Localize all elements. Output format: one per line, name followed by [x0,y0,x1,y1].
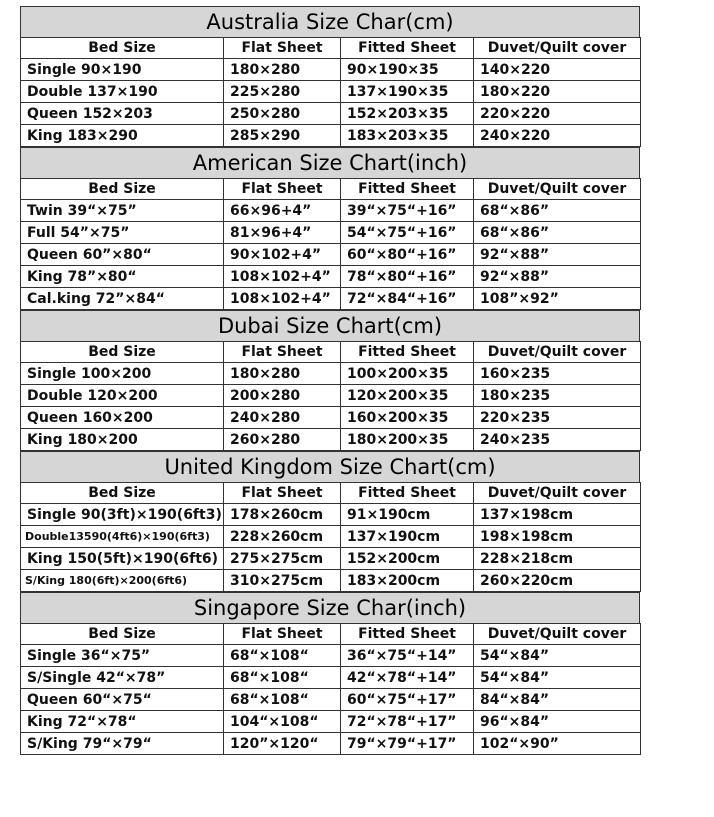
fitted-sheet-cell: 90×190×35 [341,59,474,81]
bed-size-cell: King 78”×80“ [21,266,224,288]
fitted-sheet-cell: 100×200×35 [341,363,474,385]
flat-sheet-cell: 68“×108“ [224,667,341,689]
fitted-sheet-cell: 60“×75“+17” [341,689,474,711]
duvet-cover-cell: 92“×88” [474,244,641,266]
header-flat-sheet: Flat Sheet [224,483,341,504]
table-row [21,288,641,310]
duvet-cover-cell: 137×198cm [474,504,641,526]
duvet-cover-cell: 160×235 [474,363,641,385]
table-row [21,244,641,266]
fitted-sheet-cell: 137×190×35 [341,81,474,103]
table-row [21,200,641,222]
header-duvet-cover: Duvet/Quilt cover [474,342,641,363]
header-fitted-sheet: Fitted Sheet [341,38,474,59]
duvet-cover-cell: 108”×92” [474,288,641,310]
duvet-cover-cell: 220×235 [474,407,641,429]
duvet-cover-cell: 84“×84” [474,689,641,711]
flat-sheet-cell: 180×280 [224,363,341,385]
section-title-dubai: Dubai Size Chart(cm) [20,310,640,341]
fitted-sheet-cell: 54“×75“+16” [341,222,474,244]
header-row [21,179,641,200]
flat-sheet-cell: 68“×108“ [224,645,341,667]
size-table-singapore [20,623,641,755]
bed-size-cell: Double 120×200 [21,385,224,407]
bed-size-cell: Single 36“×75” [21,645,224,667]
bed-size-cell: S/King 180(6ft)×200(6ft6) [21,570,224,592]
bed-size-cell: Queen 60“×75“ [21,689,224,711]
duvet-cover-cell: 140×220 [474,59,641,81]
fitted-sheet-cell: 72“×78“+17” [341,711,474,733]
flat-sheet-cell: 200×280 [224,385,341,407]
bed-size-cell: Queen 160×200 [21,407,224,429]
duvet-cover-cell: 240×235 [474,429,641,451]
bed-size-cell: King 183×290 [21,125,224,147]
bed-size-cell: Single 90(3ft)×190(6ft3) [21,504,224,526]
header-row [21,342,641,363]
flat-sheet-cell: 180×280 [224,59,341,81]
fitted-sheet-cell: 36“×75“+14” [341,645,474,667]
size-table-american [20,178,641,310]
header-flat-sheet: Flat Sheet [224,342,341,363]
bed-size-cell: King 150(5ft)×190(6ft6) [21,548,224,570]
bed-size-cell: Queen 152×203 [21,103,224,125]
fitted-sheet-cell: 72“×84“+16” [341,288,474,310]
table-row [21,733,641,755]
header-fitted-sheet: Fitted Sheet [341,179,474,200]
duvet-cover-cell: 198×198cm [474,526,641,548]
fitted-sheet-cell: 78“×80“+16” [341,266,474,288]
bed-size-cell: Double 137×190 [21,81,224,103]
header-duvet-cover: Duvet/Quilt cover [474,483,641,504]
duvet-cover-cell: 68“×86” [474,200,641,222]
table-row [21,429,641,451]
header-flat-sheet: Flat Sheet [224,624,341,645]
fitted-sheet-cell: 60“×80“+16” [341,244,474,266]
table-row [21,363,641,385]
bed-size-cell: Single 90×190 [21,59,224,81]
table-row [21,407,641,429]
header-flat-sheet: Flat Sheet [224,38,341,59]
size-table-united-kingdom [20,482,641,592]
table-row [21,59,641,81]
section-title-united-kingdom: United Kingdom Size Chart(cm) [20,451,640,482]
flat-sheet-cell: 240×280 [224,407,341,429]
header-duvet-cover: Duvet/Quilt cover [474,38,641,59]
bed-size-cell: S/Single 42“×78” [21,667,224,689]
duvet-cover-cell: 68“×86” [474,222,641,244]
fitted-sheet-cell: 183×200cm [341,570,474,592]
duvet-cover-cell: 240×220 [474,125,641,147]
size-table-australia [20,37,641,147]
table-row [21,222,641,244]
flat-sheet-cell: 310×275cm [224,570,341,592]
duvet-cover-cell: 54“×84” [474,645,641,667]
fitted-sheet-cell: 79“×79“+17” [341,733,474,755]
fitted-sheet-cell: 183×203×35 [341,125,474,147]
flat-sheet-cell: 81×96+4” [224,222,341,244]
flat-sheet-cell: 275×275cm [224,548,341,570]
flat-sheet-cell: 66×96+4” [224,200,341,222]
fitted-sheet-cell: 160×200×35 [341,407,474,429]
header-fitted-sheet: Fitted Sheet [341,624,474,645]
bed-size-cell: Full 54”×75” [21,222,224,244]
table-row [21,504,641,526]
flat-sheet-cell: 108×102+4” [224,266,341,288]
header-bed-size: Bed Size [21,624,224,645]
bed-size-cell: King 72“×78“ [21,711,224,733]
fitted-sheet-cell: 180×200×35 [341,429,474,451]
header-bed-size: Bed Size [21,38,224,59]
table-row [21,385,641,407]
duvet-cover-cell: 180×235 [474,385,641,407]
fitted-sheet-cell: 152×200cm [341,548,474,570]
header-duvet-cover: Duvet/Quilt cover [474,179,641,200]
flat-sheet-cell: 250×280 [224,103,341,125]
duvet-cover-cell: 228×218cm [474,548,641,570]
table-row [21,548,641,570]
section-title-singapore: Singapore Size Char(inch) [20,592,640,623]
flat-sheet-cell: 108×102+4” [224,288,341,310]
section-title-american: American Size Chart(inch) [20,147,640,178]
header-bed-size: Bed Size [21,483,224,504]
header-bed-size: Bed Size [21,342,224,363]
bed-size-cell: Single 100×200 [21,363,224,385]
fitted-sheet-cell: 137×190cm [341,526,474,548]
header-bed-size: Bed Size [21,179,224,200]
fitted-sheet-cell: 39“×75“+16” [341,200,474,222]
table-row [21,667,641,689]
size-table-dubai [20,341,641,451]
fitted-sheet-cell: 152×203×35 [341,103,474,125]
bed-size-cell: Cal.king 72”×84“ [21,288,224,310]
duvet-cover-cell: 92“×88” [474,266,641,288]
duvet-cover-cell: 54“×84” [474,667,641,689]
table-row [21,266,641,288]
fitted-sheet-cell: 91×190cm [341,504,474,526]
flat-sheet-cell: 90×102+4” [224,244,341,266]
size-chart [20,6,640,755]
duvet-cover-cell: 180×220 [474,81,641,103]
table-row [21,689,641,711]
bed-size-cell: King 180×200 [21,429,224,451]
header-fitted-sheet: Fitted Sheet [341,342,474,363]
table-row [21,570,641,592]
header-row [21,624,641,645]
duvet-cover-cell: 96“×84” [474,711,641,733]
fitted-sheet-cell: 120×200×35 [341,385,474,407]
table-row [21,81,641,103]
flat-sheet-cell: 104“×108“ [224,711,341,733]
header-flat-sheet: Flat Sheet [224,179,341,200]
table-row [21,645,641,667]
header-duvet-cover: Duvet/Quilt cover [474,624,641,645]
header-row [21,483,641,504]
header-fitted-sheet: Fitted Sheet [341,483,474,504]
table-row [21,125,641,147]
flat-sheet-cell: 120”×120“ [224,733,341,755]
section-title-australia: Australia Size Char(cm) [20,6,640,37]
header-row [21,38,641,59]
bed-size-cell: Queen 60”×80“ [21,244,224,266]
bed-size-cell: Double13590(4ft6)×190(6ft3) [21,526,224,548]
table-row [21,711,641,733]
table-row [21,103,641,125]
flat-sheet-cell: 285×290 [224,125,341,147]
flat-sheet-cell: 178×260cm [224,504,341,526]
flat-sheet-cell: 68“×108“ [224,689,341,711]
bed-size-cell: Twin 39“×75” [21,200,224,222]
table-row [21,526,641,548]
duvet-cover-cell: 260×220cm [474,570,641,592]
flat-sheet-cell: 260×280 [224,429,341,451]
duvet-cover-cell: 220×220 [474,103,641,125]
fitted-sheet-cell: 42“×78“+14” [341,667,474,689]
flat-sheet-cell: 228×260cm [224,526,341,548]
bed-size-cell: S/King 79“×79“ [21,733,224,755]
duvet-cover-cell: 102“×90” [474,733,641,755]
flat-sheet-cell: 225×280 [224,81,341,103]
